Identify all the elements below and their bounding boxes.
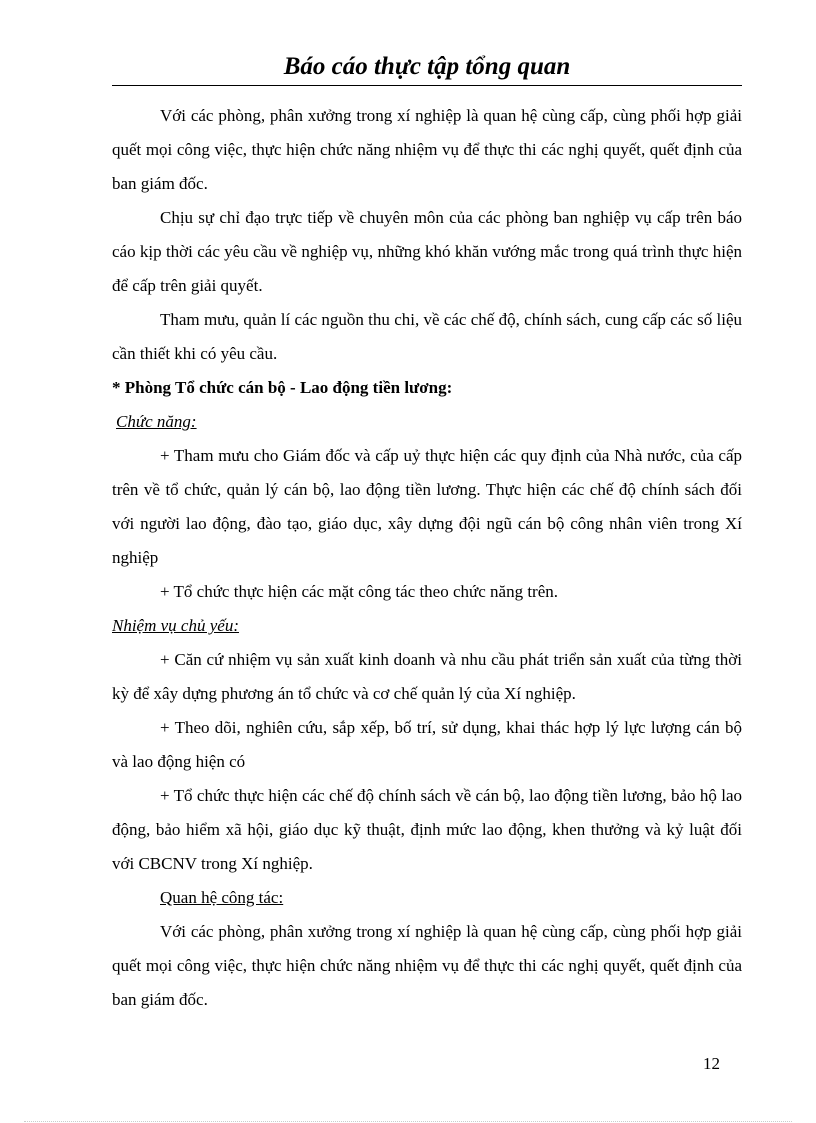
section-heading-personnel-department: * Phòng Tổ chức cán bộ - Lao động tiền lương: [112,378,453,397]
header-divider [112,85,742,86]
page-header-title: Báo cáo thực tập tổng quan [283,53,571,80]
paragraph-function-organize: + Tổ chức thực hiện các mặt công tác theo chức năng trên. [160,582,559,601]
paragraph-advisory-finance: Tham mưu, quản lí các nguồn thu chi, về các chế độ, chính sách, cung cấp các số liệu cần thiết khi có yêu cầu. [112,310,742,363]
page-bottom-edge [24,1121,792,1122]
subheading-functions-wrapper [112,405,742,439]
paragraph-relations-detail: Với các phòng, phân xưởng trong xí nghiệp là quan hệ cùng cấp, cùng phối hợp giải quết mọi công việc, thực hiện chức năng nhiệm vụ để thực thi các nghị quyết, quết định của ban giám đốc. [112,922,742,1009]
subheading-functions: Chức năng: [116,412,197,431]
subheading-duties-wrapper [112,609,742,643]
page-number: 12 [703,1054,720,1073]
paragraph-duty-staffing: + Theo dõi, nghiên cứu, sắp xếp, bố trí, sử dụng, khai thác hợp lý lực lượng cán bộ và lao động hiện có [112,718,742,771]
paragraph-cooperation-relations: Với các phòng, phân xưởng trong xí nghiệp là quan hệ cùng cấp, cùng phối hợp giải quết mọi công việc, thực hiện chức năng nhiệm vụ để thực thi các nghị quyết, quết định của ban giám đốc. [112,106,742,193]
subheading-relations-wrapper [112,881,742,915]
paragraph-duty-planning: + Căn cứ nhiệm vụ sản xuất kinh doanh và nhu cầu phát triển sản xuất của từng thời kỳ để xây dựng phương án tổ chức và cơ chế quản lý của Xí nghiệp. [112,650,742,703]
paragraph-duty-policies: + Tổ chức thực hiện các chế độ chính sách về cán bộ, lao động tiền lương, bảo hộ lao động, bảo hiểm xã hội, giáo dục kỹ thuật, định mức lao động, khen thưởng và kỷ luật đối với CBCNV trong Xí nghiệp. [112,786,742,873]
document-body [112,99,742,1017]
subheading-relations: Quan hệ công tác: [160,888,284,907]
paragraph-function-advisory: + Tham mưu cho Giám đốc và cấp uỷ thực hiện các quy định của Nhà nước, của cấp trên về tổ chức, quản lý cán bộ, lao động tiền lương. Thực hiện các chế độ chính sách đối với người lao động, đào tạo, giáo dục, xây dựng đội ngũ cán bộ công nhân viên trong Xí nghiệp [112,446,742,567]
paragraph-professional-direction: Chịu sự chỉ đạo trực tiếp về chuyên môn của các phòng ban nghiệp vụ cấp trên báo cáo kịp thời các yêu cầu về nghiệp vụ, những khó khăn vướng mắc trong quá trình thực hiện để cấp trên giải quyết. [112,208,742,295]
subheading-duties: Nhiệm vụ chủ yếu: [112,616,239,635]
